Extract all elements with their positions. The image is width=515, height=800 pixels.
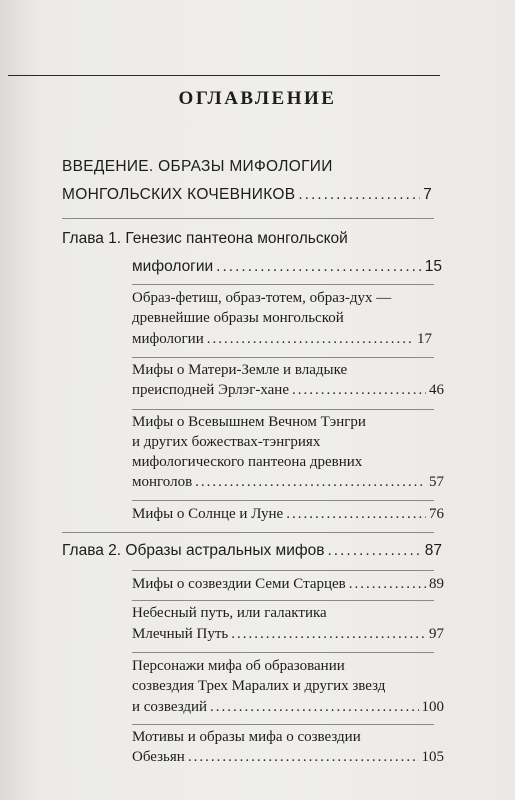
toc-intro-page: 7 — [423, 186, 432, 203]
toc-section-1-3-line4: монголов — [132, 474, 193, 490]
header-rule — [8, 75, 440, 76]
toc-section-2-4-page: 105 — [421, 749, 444, 765]
toc-intro-entry — [62, 186, 432, 204]
leader-dots — [207, 331, 414, 348]
toc-section-2-1-line1: Мифы о созвездии Семи Старцев — [132, 576, 346, 592]
toc-section-1-1-line3: мифологии — [132, 331, 204, 347]
leader-dots — [231, 626, 426, 643]
section-divider — [132, 652, 434, 653]
toc-chapter1-entry — [132, 258, 442, 276]
toc-intro-line2: МОНГОЛЬСКИХ КОЧЕВНИКОВ — [62, 186, 296, 203]
leader-dots — [298, 186, 420, 204]
toc-section-2-1-page: 89 — [429, 576, 444, 592]
toc-section-1-3-line2: и других божествах-тэнгриях — [132, 434, 321, 450]
toc-section-2-4-entry — [132, 749, 444, 766]
leader-dots — [195, 474, 426, 491]
toc-section-1-2-line2: преисподней Эрлэг-хане — [132, 382, 289, 398]
toc-chapter1-page: 15 — [424, 258, 442, 275]
toc-section-2-2-line2: Млечный Путь — [132, 626, 229, 642]
toc-section-2-1-entry — [132, 576, 444, 593]
toc-section-1-3-page: 57 — [429, 474, 444, 490]
section-divider — [132, 409, 434, 410]
toc-section-1-2-entry — [132, 382, 444, 399]
toc-section-1-3-entry — [132, 474, 444, 491]
toc-section-1-4-entry — [132, 506, 444, 523]
toc-section-1-1-entry — [132, 331, 432, 348]
toc-section-1-1-line2: древнейшие образы монгольской — [132, 310, 344, 326]
toc-section-1-3-line1: Мифы о Всевышнем Вечном Тэнгри — [132, 414, 366, 430]
toc-section-2-2-entry — [132, 626, 444, 643]
section-divider — [132, 500, 434, 501]
toc-chapter1-line2: мифологии — [132, 258, 214, 275]
toc-section-2-4-line2: Обезьян — [132, 749, 185, 765]
section-divider — [62, 218, 434, 219]
toc-chapter2-line1: Глава 2. Образы астральных мифов — [62, 542, 325, 559]
leader-dots — [210, 699, 418, 716]
section-divider — [132, 570, 434, 571]
section-divider — [62, 532, 434, 533]
section-divider — [132, 357, 434, 358]
toc-section-1-4-page: 76 — [429, 506, 444, 522]
toc-section-1-2-page: 46 — [429, 382, 444, 398]
toc-section-2-3-line2: созвездия Трех Маралих и других звезд — [132, 678, 386, 694]
toc-section-2-3-page: 100 — [421, 699, 444, 715]
leader-dots — [216, 258, 422, 276]
toc-section-2-2-line1: Небесный путь, или галактика — [132, 605, 327, 621]
toc-section-2-4-line1: Мотивы и образы мифа о созвездии — [132, 729, 361, 745]
toc-section-1-1-line1: Образ-фетиш, образ-тотем, образ-дух — — [132, 290, 392, 306]
leader-dots — [286, 506, 426, 523]
toc-section-2-2-page: 97 — [429, 626, 444, 642]
toc-section-1-1-page: 17 — [417, 331, 432, 347]
toc-chapter1-line1: Глава 1. Генезис пантеона монгольской — [62, 230, 348, 247]
section-divider — [132, 284, 434, 285]
toc-chapter2-entry — [62, 542, 442, 560]
toc-section-2-3-line1: Персонажи мифа об образовании — [132, 658, 345, 674]
page-title: ОГЛАВЛЕНИЕ — [178, 88, 337, 109]
toc-section-1-3-line3: мифологического пантеона древних — [132, 454, 363, 470]
leader-dots — [188, 749, 419, 766]
leader-dots — [292, 382, 426, 399]
toc-section-1-4-line1: Мифы о Солнце и Луне — [132, 506, 284, 522]
toc-chapter2-page: 87 — [424, 542, 442, 559]
toc-section-2-3-line3: и созвездий — [132, 699, 208, 715]
toc-section-2-3-entry — [132, 699, 444, 716]
toc-section-1-2-line1: Мифы о Матери-Земле и владыке — [132, 362, 348, 378]
leader-dots — [327, 542, 421, 560]
toc-intro-line1: ВВЕДЕНИЕ. ОБРАЗЫ МИФОЛОГИИ — [62, 158, 333, 175]
leader-dots — [349, 576, 426, 593]
section-divider — [132, 724, 434, 725]
section-divider — [132, 600, 434, 601]
